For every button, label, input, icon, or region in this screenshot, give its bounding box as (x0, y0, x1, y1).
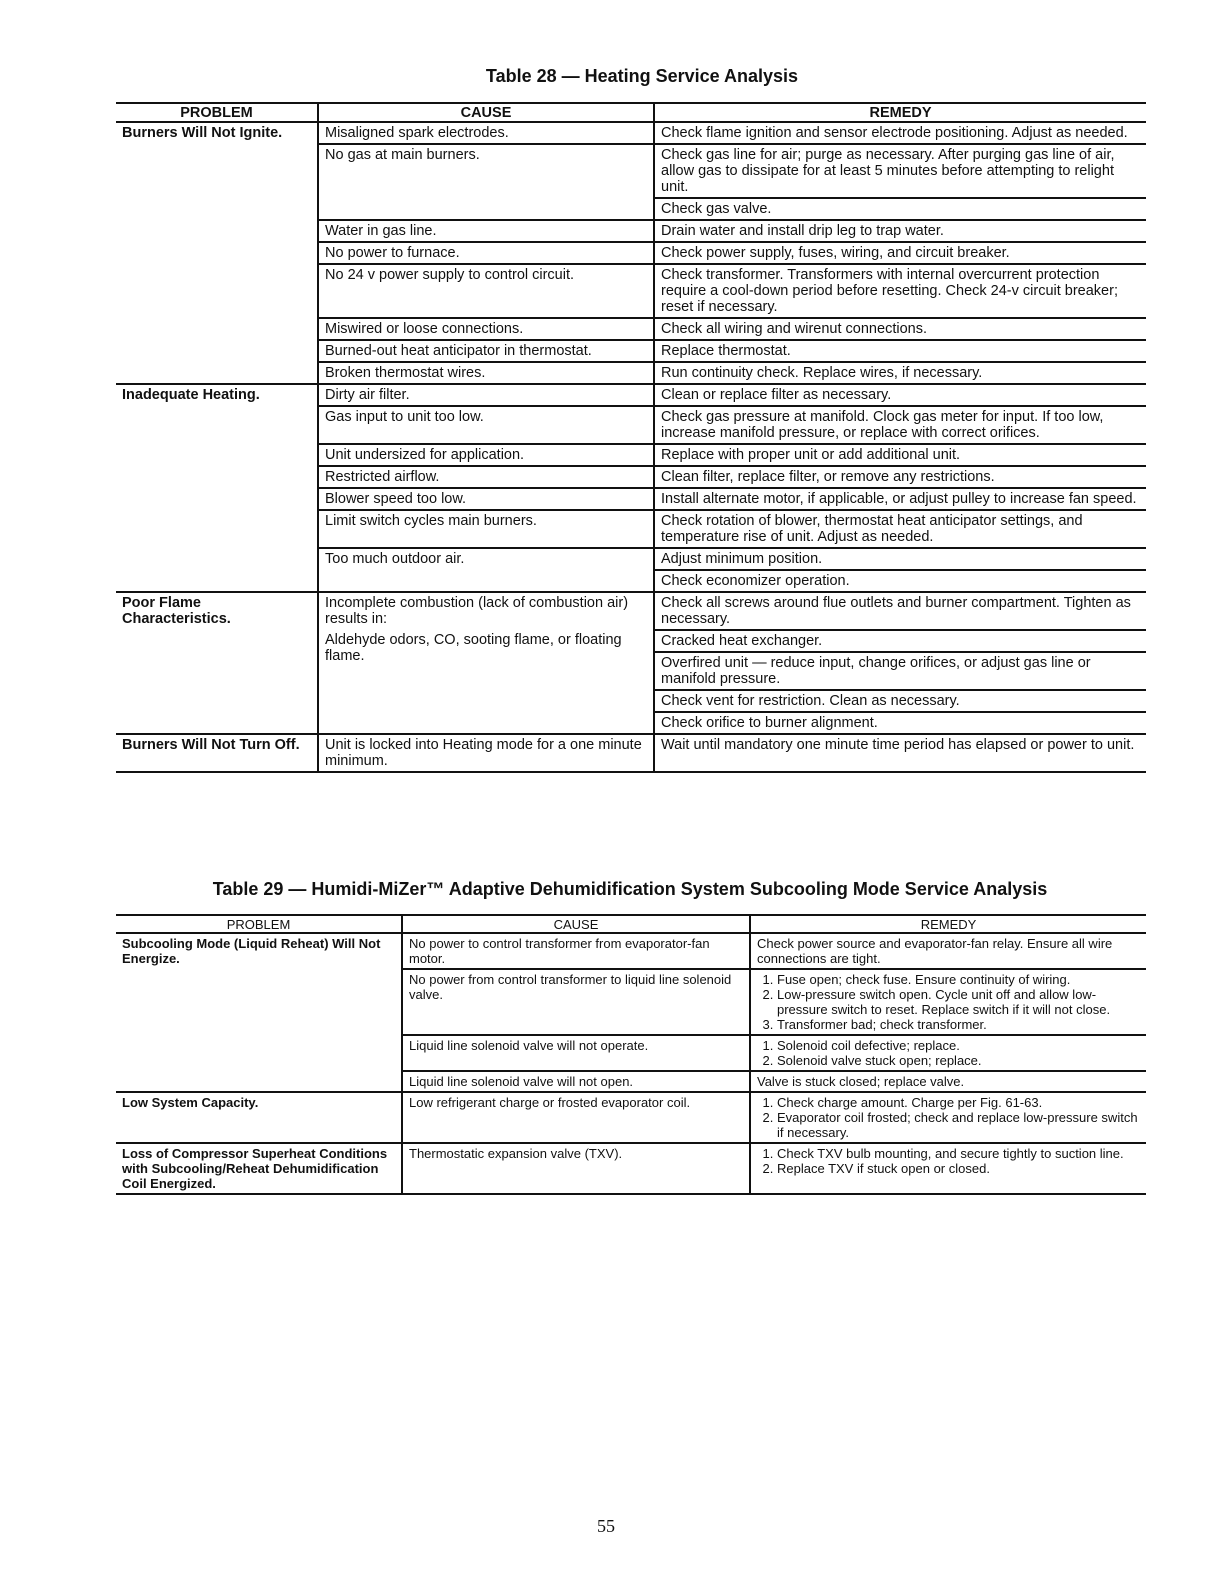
cause-cell: Broken thermostat wires. (318, 362, 654, 384)
remedy-cell: Check gas valve. (654, 198, 1146, 220)
cause-text: Incomplete combustion (lack of combustion air) results in: (325, 595, 629, 627)
remedy-cell: Clean or replace filter as necessary. (654, 384, 1146, 406)
cause-cell: Liquid line solenoid valve will not open. (402, 1071, 750, 1092)
table-row (116, 933, 1146, 969)
page-number: 55 (597, 1516, 615, 1536)
cause-cell: Blower speed too low. (318, 488, 654, 510)
remedy-cell (750, 1092, 1146, 1143)
remedy-cell: Run continuity check. Replace wires, if necessary. (654, 362, 1146, 384)
problem-cell: Low System Capacity. (116, 1092, 402, 1143)
header-problem: PROBLEM (116, 103, 318, 122)
table-29 (116, 914, 1146, 1195)
header-remedy: REMEDY (750, 915, 1146, 933)
remedy-list-item: 2. Solenoid valve stuck open; replace. (777, 1053, 1142, 1068)
remedy-cell: Drain water and install drip leg to trap water. (654, 220, 1146, 242)
header-cause: CAUSE (318, 103, 654, 122)
remedy-cell: Adjust minimum position. (654, 548, 1146, 570)
header-problem: PROBLEM (116, 915, 402, 933)
table-row (116, 734, 1146, 772)
problem-cell: Inadequate Heating. (116, 384, 318, 592)
remedy-cell: Check orifice to burner alignment. (654, 712, 1146, 734)
header-remedy: REMEDY (654, 103, 1146, 122)
cause-cell: Thermostatic expansion valve (TXV). (402, 1143, 750, 1194)
problem-cell: Subcooling Mode (Liquid Reheat) Will Not Energize. (116, 933, 402, 1092)
table-row (116, 122, 1146, 144)
remedy-cell (750, 1143, 1146, 1194)
remedy-cell (750, 969, 1146, 1035)
remedy-cell: Replace thermostat. (654, 340, 1146, 362)
remedy-list-item: 1. Check TXV bulb mounting, and secure tightly to suction line. (777, 1146, 1142, 1161)
remedy-cell: Install alternate motor, if applicable, or adjust pulley to increase fan speed. (654, 488, 1146, 510)
remedy-cell: Check gas line for air; purge as necessary. After purging gas line of air, allow gas to dissipate for at least 5 minutes before attempting to relight unit. (654, 144, 1146, 198)
remedy-list-item: 2. Replace TXV if stuck open or closed. (777, 1161, 1142, 1176)
cause-cell: Miswired or loose connections. (318, 318, 654, 340)
cause-cell: Unit undersized for application. (318, 444, 654, 466)
header-cause: CAUSE (402, 915, 750, 933)
remedy-cell: Check economizer operation. (654, 570, 1146, 592)
table-row (116, 384, 1146, 406)
table-28-title: Table 28 — Heating Service Analysis (485, 66, 799, 86)
cause-cell: No 24 v power supply to control circuit. (318, 264, 654, 318)
remedy-cell: Check flame ignition and sensor electrode positioning. Adjust as needed. (654, 122, 1146, 144)
remedy-list-item: 1. Check charge amount. Charge per Fig. 61-63. (777, 1095, 1142, 1110)
remedy-cell: Cracked heat exchanger. (654, 630, 1146, 652)
cause-cell (318, 592, 654, 734)
table-row (116, 1092, 1146, 1143)
cause-cell: Restricted airflow. (318, 466, 654, 488)
remedy-cell: Valve is stuck closed; replace valve. (750, 1071, 1146, 1092)
remedy-cell: Check power source and evaporator-fan relay. Ensure all wire connections are tight. (750, 933, 1146, 969)
cause-text-2: Aldehyde odors, CO, sooting flame, or floating flame. (325, 632, 622, 664)
remedy-cell: Replace with proper unit or add additional unit. (654, 444, 1146, 466)
remedy-cell: Check transformer. Transformers with internal overcurrent protection require a cool-down period before resetting. Check 24-v circuit breaker; reset if necessary. (654, 264, 1146, 318)
table-row (116, 1143, 1146, 1194)
remedy-cell: Wait until mandatory one minute time period has elapsed or power to unit. (654, 734, 1146, 772)
cause-cell: Gas input to unit too low. (318, 406, 654, 444)
cause-cell: Unit is locked into Heating mode for a one minute minimum. (318, 734, 654, 772)
remedy-list-item: 1. Solenoid coil defective; replace. (777, 1038, 1142, 1053)
cause-cell: No power to control transformer from evaporator-fan motor. (402, 933, 750, 969)
remedy-cell: Check gas pressure at manifold. Clock gas meter for input. If too low, increase manifold pressure, or replace with correct orifices. (654, 406, 1146, 444)
remedy-list-item: 2. Evaporator coil frosted; check and replace low-pressure switch if necessary. (777, 1110, 1142, 1140)
remedy-cell: Check all wiring and wirenut connections. (654, 318, 1146, 340)
table-header-row (116, 915, 1146, 933)
table-28 (116, 102, 1146, 773)
remedy-list-item: 2. Low-pressure switch open. Cycle unit off and allow low-pressure switch to reset. Replace switch if it will not close. (777, 987, 1142, 1017)
remedy-cell: Overfired unit — reduce input, change orifices, or adjust gas line or manifold pressure. (654, 652, 1146, 690)
cause-cell: Low refrigerant charge or frosted evaporator coil. (402, 1092, 750, 1143)
cause-cell: No power from control transformer to liquid line solenoid valve. (402, 969, 750, 1035)
table-header-row (116, 103, 1146, 122)
remedy-cell: Check vent for restriction. Clean as necessary. (654, 690, 1146, 712)
table-29-title: Table 29 — Humidi-MiZer™ Adaptive Dehumidification System Subcooling Mode Service Analysis (212, 879, 1048, 899)
cause-cell: Dirty air filter. (318, 384, 654, 406)
remedy-list-item: 3. Transformer bad; check transformer. (777, 1017, 1142, 1032)
problem-cell: Burners Will Not Turn Off. (116, 734, 318, 772)
problem-cell: Burners Will Not Ignite. (116, 122, 318, 384)
remedy-list-item: 1. Fuse open; check fuse. Ensure continuity of wiring. (777, 972, 1142, 987)
cause-cell: Liquid line solenoid valve will not operate. (402, 1035, 750, 1071)
problem-cell: Poor Flame Characteristics. (116, 592, 318, 734)
cause-cell: Limit switch cycles main burners. (318, 510, 654, 548)
cause-cell: No gas at main burners. (318, 144, 654, 220)
remedy-cell: Check all screws around flue outlets and burner compartment. Tighten as necessary. (654, 592, 1146, 630)
cause-cell: Water in gas line. (318, 220, 654, 242)
table-row (116, 592, 1146, 630)
cause-cell: Misaligned spark electrodes. (318, 122, 654, 144)
cause-cell: Burned-out heat anticipator in thermostat. (318, 340, 654, 362)
cause-cell: Too much outdoor air. (318, 548, 654, 592)
remedy-cell: Check rotation of blower, thermostat heat anticipator settings, and temperature rise of unit. Adjust as needed. (654, 510, 1146, 548)
problem-cell: Loss of Compressor Superheat Conditions with Subcooling/Reheat Dehumidification Coil Energized. (116, 1143, 402, 1194)
remedy-cell (750, 1035, 1146, 1071)
remedy-cell: Check power supply, fuses, wiring, and circuit breaker. (654, 242, 1146, 264)
cause-cell: No power to furnace. (318, 242, 654, 264)
remedy-cell: Clean filter, replace filter, or remove any restrictions. (654, 466, 1146, 488)
